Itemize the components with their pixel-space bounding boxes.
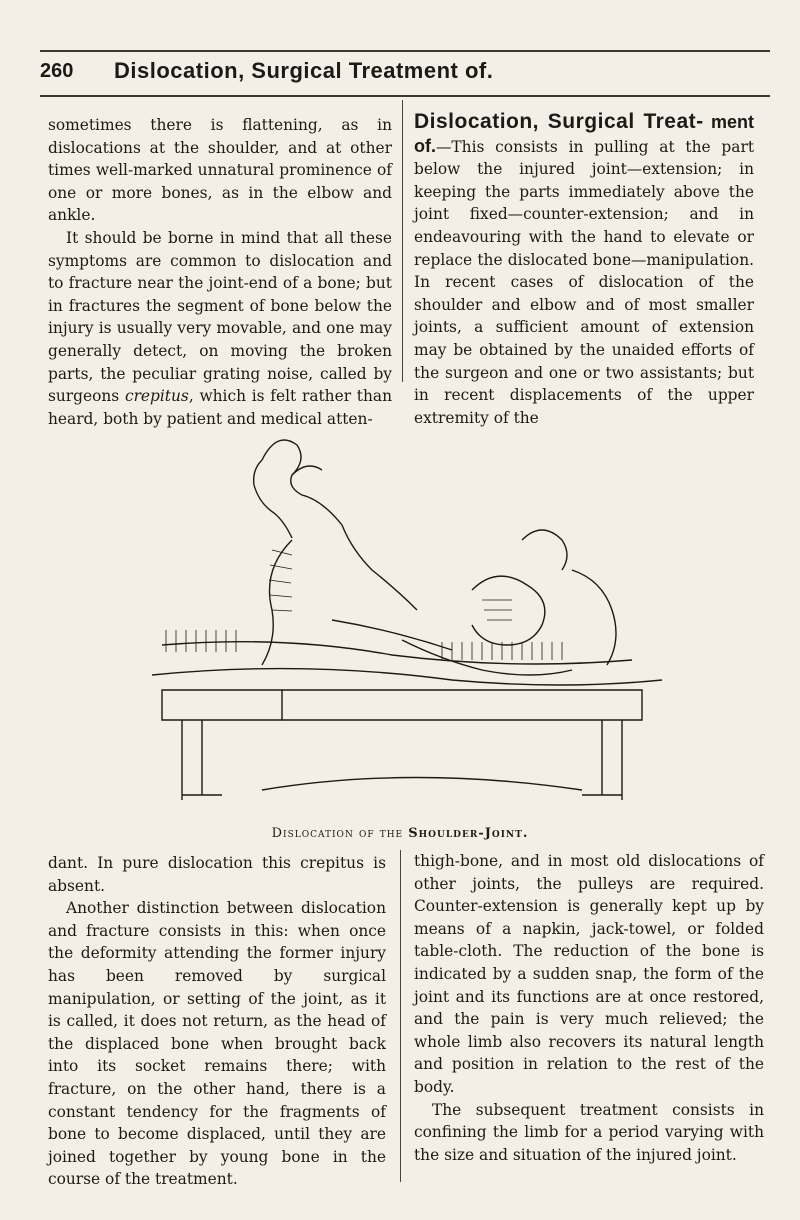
running-head: Dislocation, Surgical Treatment of. [114,58,494,83]
left-column-top [48,114,392,430]
right-column-top [414,111,754,429]
illustration-shoulder-reduction [142,390,672,815]
paragraph: sometimes there is flattening, as in dislocations at the shoulder, and at other times well-marked unnatural prominence of one or more bones, as in the elbow and ankle. [48,116,392,225]
engraving [142,390,672,815]
entry-title: Dislocation, Surgical Treat- [414,110,704,133]
paragraph: The subsequent treatment consists in confining the limb for a period varying with the size and situation of the injured joint. [414,1100,764,1164]
top-rule [40,50,770,52]
header-rule [40,95,770,97]
paragraph: dant. In pure dislocation this crepitus is absent. [48,854,386,895]
paragraph: It should be borne in mind that all these symptoms are common to dislocation and to fracture near the joint-end of a bone; but in fractures the segment of bone below the injury is usually very movable, and one may generally detect, on moving the broken parts, the peculiar grating noise, called by surgeons crepitus, which is felt rather than heard, both by patient and medical atten- [48,228,392,428]
column-divider-top [402,100,403,382]
paragraph: thigh-bone, and in most old dislocations of other joints, the pulleys are required. Counter-extension is generally kept up by means of a napkin, jack-towel, or folded table-cloth. The reduction of the bone is indicated by a sudden snap, the form of the joint and its functions are at once restored, and the pain is very much relieved; the whole limb also recovers its natural length and position in relation to the rest of the body. [414,852,764,1096]
column-divider-bottom [400,850,401,1182]
entry-title-tail: ment of. [414,112,754,156]
entry-text: —This consists in pulling at the part below the injured joint—extension; in keeping the parts immediately above the joint fixed—counter-extension; and in endeavouring with the hand to elevate or replace the dislocated bone—manipulation. In recent cases of dislocation of the shoulder and elbow and of most smaller joints, a sufficient amount of extension may be obtained by the unaided efforts of the surgeon and one or two assistants; but in recent displacements of the upper extremity of the [414,137,754,427]
paragraph [414,111,754,429]
page-number: 260 [40,60,74,82]
right-column-bottom [414,850,764,1166]
left-column-bottom [48,852,386,1191]
italic-term: crepitus [124,387,189,406]
figure-caption: Dislocation of the Shoulder-Joint. [271,826,529,841]
paragraph: Another distinction between dislocation and fracture consists in this: when once the deformity attending the former injury has been removed by surgical manipulation, or setting of the joint, as it is called, it does not return, as the head of the displaced bone when brought back into its socket remains there; with fracture, on the other hand, there is a constant tendency for the fragments of bone to become displaced, until they are joined together by young bone in the course of the treatment. [48,899,386,1189]
page-header [40,60,770,94]
